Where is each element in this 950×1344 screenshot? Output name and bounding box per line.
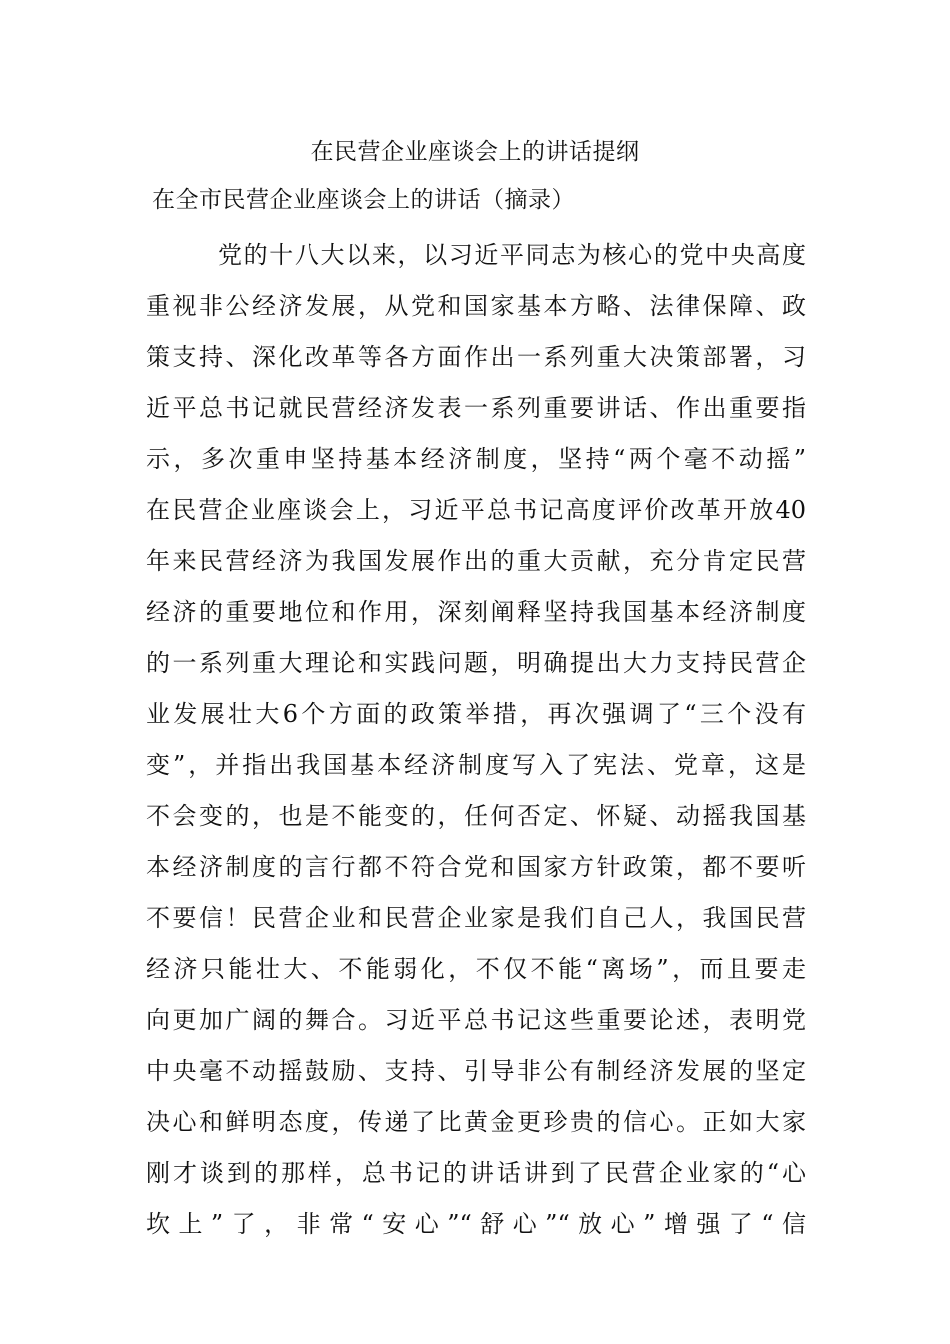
- paragraph-line: 示，多次重申坚持基本经济制度，坚持“两个毫不动摇”: [146, 445, 806, 473]
- paragraph-line: 不要信！民营企业和民营企业家是我们自己人，我国民营: [146, 904, 806, 932]
- paragraph-line: 中央毫不动摇鼓励、支持、引导非公有制经济发展的坚定: [146, 1057, 806, 1085]
- paragraph-line: 刚才谈到的那样，总书记的讲话讲到了民营企业家的“心: [146, 1159, 806, 1187]
- paragraph-line: 的一系列重大理论和实践问题，明确提出大力支持民营企: [146, 649, 806, 677]
- body-paragraph: [146, 230, 806, 1250]
- paragraph-line: 向更加广阔的舞合。习近平总书记这些重要论述，表明党: [146, 1006, 806, 1034]
- paragraph-line: 党的十八大以来，以习近平同志为核心的党中央高度: [218, 241, 806, 269]
- paragraph-line: 坎上”了，非常“安心”“舒心”“放心”增强了“信: [146, 1210, 806, 1238]
- document-subtitle: 在全市民营企业座谈会上的讲话（摘录）: [152, 187, 575, 213]
- paragraph-line: 不会变的，也是不能变的，任何否定、怀疑、动摇我国基: [146, 802, 806, 830]
- paragraph-line: 近平总书记就民营经济发表一系列重要讲话、作出重要指: [146, 394, 806, 422]
- paragraph-line: 业发展壮大6个方面的政策举措，再次强调了“三个没有: [146, 700, 806, 728]
- paragraph-line: 年来民营经济为我国发展作出的重大贡献，充分肯定民营: [146, 547, 806, 575]
- paragraph-line: 决心和鲜明态度，传递了比黄金更珍贵的信心。正如大家: [146, 1108, 806, 1136]
- paragraph-line: 变”，并指出我国基本经济制度写入了宪法、党章，这是: [146, 751, 806, 779]
- paragraph-line: 经济只能壮大、不能弱化，不仅不能“离场”，而且要走: [146, 955, 806, 983]
- paragraph-line: 在民营企业座谈会上，习近平总书记高度评价改革开放40: [146, 496, 806, 524]
- paragraph-line: 本经济制度的言行都不符合党和国家方针政策，都不要听: [146, 853, 806, 881]
- document-title: 在民营企业座谈会上的讲话提纲: [310, 139, 640, 165]
- paragraph-line: 经济的重要地位和作用，深刻阐释坚持我国基本经济制度: [146, 598, 806, 626]
- paragraph-line: 重视非公经济发展，从党和国家基本方略、法律保障、政: [146, 292, 806, 320]
- paragraph-line: 策支持、深化改革等各方面作出一系列重大决策部署，习: [146, 343, 806, 371]
